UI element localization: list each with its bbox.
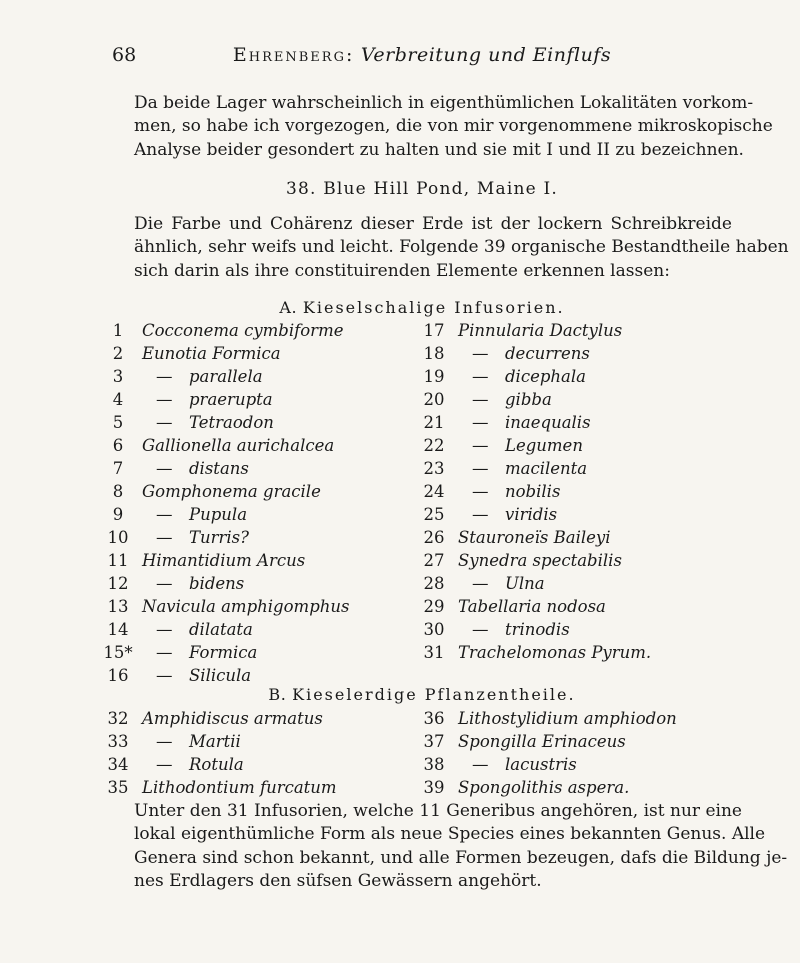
conclusion-paragraph [112,800,788,893]
ditto-dash: — [156,755,173,774]
species-number: 24 [423,482,445,501]
species-epithet: dilatata [172,620,253,639]
species-name: Cocconema cymbiforme [142,321,344,340]
description-line: Die Farbe und Cohärenz dieser Erde ist der lockern Schreibkreide [134,214,732,234]
species-number: 7 [112,459,124,478]
species-name: Eunotia Formica [142,344,281,363]
ditto-dash: — [472,344,489,363]
species-number: 13 [107,597,129,616]
species-name [156,732,241,751]
species-number: 27 [423,551,445,570]
description-paragraph [112,213,789,283]
ditto-dash: — [156,505,173,524]
running-author: Ehrenberg: [232,44,355,66]
description-line: sich darin als ihre constituirenden Elemente erkennen lassen: [134,260,670,281]
group-a-title: Kieselschalige Infusorien. [302,298,565,317]
ditto-dash: — [156,643,173,662]
species-name [156,666,251,685]
species-name [156,620,253,639]
species-number: 21 [423,413,445,432]
species-name: Lithodontium furcatum [142,778,337,797]
species-number: 20 [423,390,445,409]
species-epithet: Pupula [172,505,248,524]
species-name [156,505,247,524]
species-name [156,528,249,547]
ditto-dash: — [472,505,489,524]
conclusion-line: nes Erdlagers den süfsen Gewässern angehört. [134,870,542,891]
species-number: 36 [423,709,445,728]
ditto-dash: — [156,413,173,432]
ditto-dash: — [156,459,173,478]
species-number: 17 [423,321,445,340]
species-name [156,755,244,774]
species-name [156,367,263,386]
ditto-dash: — [156,390,173,409]
ditto-dash: — [472,574,489,593]
species-number: 18 [423,344,445,363]
species-name: Trachelomonas Pyrum. [458,643,652,662]
intro-line: Analyse beider gesondert zu halten und sie mit I und II zu bezeichnen. [134,139,744,160]
species-name [472,620,570,639]
species-name [156,390,273,409]
species-name [472,413,591,432]
species-name: Gomphonema gracile [142,482,321,501]
species-epithet: decurrens [488,344,590,363]
running-title-text: Verbreitung und Einflufs [360,44,612,66]
species-epithet: Martii [172,732,241,751]
ditto-dash: — [472,436,489,455]
species-number: 38 [423,755,445,774]
species-number: 32 [107,709,129,728]
ditto-dash: — [472,413,489,432]
species-name [472,459,587,478]
species-number: 29 [423,597,445,616]
species-number: 37 [423,732,445,751]
species-number: 4 [112,390,124,409]
species-name: Lithostylidium amphiodon [458,709,677,728]
species-number: 22 [423,436,445,455]
species-name: Synedra spectabilis [458,551,622,570]
species-number: 19 [423,367,445,386]
species-epithet: trinodis [488,620,570,639]
ditto-dash: — [472,390,489,409]
running-title [112,44,732,66]
species-epithet: gibba [488,390,552,409]
species-name: Himantidium Arcus [142,551,306,570]
conclusion-line: Unter den 31 Infusorien, welche 11 Generibus angehören, ist nur eine [134,801,742,821]
species-epithet: lacustris [488,755,577,774]
species-number: 3 [112,367,124,386]
species-number: 8 [112,482,124,501]
species-epithet: Ulna [488,574,545,593]
species-epithet: Legumen [488,436,583,455]
species-name [472,482,560,501]
species-number: 30 [423,620,445,639]
species-number: 5 [112,413,124,432]
species-name [472,505,557,524]
ditto-dash: — [472,367,489,386]
species-epithet: macilenta [488,459,588,478]
species-number: 31 [423,643,445,662]
species-name [156,643,257,662]
intro-paragraph [112,92,773,162]
intro-line: men, so habe ich vorgezogen, die von mir vorgenommene mikroskopische [134,116,773,137]
species-name: Stauroneïs Baileyi [458,528,611,547]
species-number: 33 [107,732,129,751]
species-name: Spongilla Erinaceus [458,732,626,751]
description-line: ähnlich, sehr weifs und leicht. Folgende 39 organische Bestandtheile haben [134,237,789,258]
species-name: Amphidiscus armatus [142,709,323,728]
species-number: 9 [112,505,124,524]
species-epithet: praerupta [172,390,273,409]
species-name [156,413,274,432]
conclusion-line: Genera sind schon bekannt, und alle Formen bezeugen, dafs die Bildung je- [134,847,788,868]
group-b-heading [112,685,732,704]
species-name: Spongolithis aspera. [458,778,630,797]
species-name [156,459,249,478]
species-epithet: bidens [172,574,245,593]
species-name: Tabellaria nodosa [458,597,606,616]
species-number: 11 [107,551,129,570]
ditto-dash: — [156,666,173,685]
ditto-dash: — [156,574,173,593]
species-number: 1 [112,321,124,340]
page-number: 68 [112,44,137,66]
section-heading: 38. Blue Hill Pond, Maine I. [285,179,559,199]
ditto-dash: — [472,482,489,501]
group-b-title: Kieselerdige Pflanzentheile. [292,685,576,704]
species-number: 10 [107,528,129,547]
species-epithet: Formica [172,643,258,662]
species-name [472,436,583,455]
species-number: 34 [107,755,129,774]
species-name [156,574,244,593]
species-number: 12 [107,574,129,593]
group-b-prefix: B. [268,685,287,704]
species-epithet: inaequalis [488,413,591,432]
species-name [472,755,577,774]
ditto-dash: — [472,620,489,639]
species-name: Gallionella aurichalcea [142,436,335,455]
species-number: 6 [112,436,124,455]
ditto-dash: — [472,459,489,478]
species-number: 28 [423,574,445,593]
group-a-prefix: A. [279,298,298,317]
species-epithet: Turris? [172,528,249,547]
ditto-dash: — [156,732,173,751]
conclusion-line: lokal eigenthümliche Form als neue Species eines bekannten Genus. Alle [134,824,766,845]
intro-line: Da beide Lager wahrscheinlich in eigenthümlichen Lokalitäten vorkom- [134,93,754,113]
species-epithet: nobilis [488,482,561,501]
page-header [112,44,732,70]
species-epithet: Rotula [172,755,244,774]
species-name [472,574,545,593]
species-number: 39 [423,778,445,797]
species-epithet: dicephala [488,367,586,386]
species-epithet: distans [172,459,249,478]
species-number: 26 [423,528,445,547]
ditto-dash: — [156,528,173,547]
species-name [472,344,590,363]
species-epithet: Tetraodon [172,413,274,432]
species-number: 16 [107,666,129,685]
species-name [472,390,552,409]
species-name: Navicula amphigomphus [142,597,350,616]
ditto-dash: — [156,620,173,639]
species-number: 15* [103,643,133,662]
species-name [472,367,586,386]
species-number: 2 [112,344,124,363]
species-name: Pinnularia Dactylus [458,321,623,340]
species-number: 14 [107,620,129,639]
species-epithet: Silicula [172,666,252,685]
species-number: 25 [423,505,445,524]
species-number: 23 [423,459,445,478]
ditto-dash: — [472,755,489,774]
species-epithet: parallela [172,367,263,386]
ditto-dash: — [156,367,173,386]
group-a-heading [112,298,732,317]
species-number: 35 [107,778,129,797]
species-epithet: viridis [488,505,558,524]
